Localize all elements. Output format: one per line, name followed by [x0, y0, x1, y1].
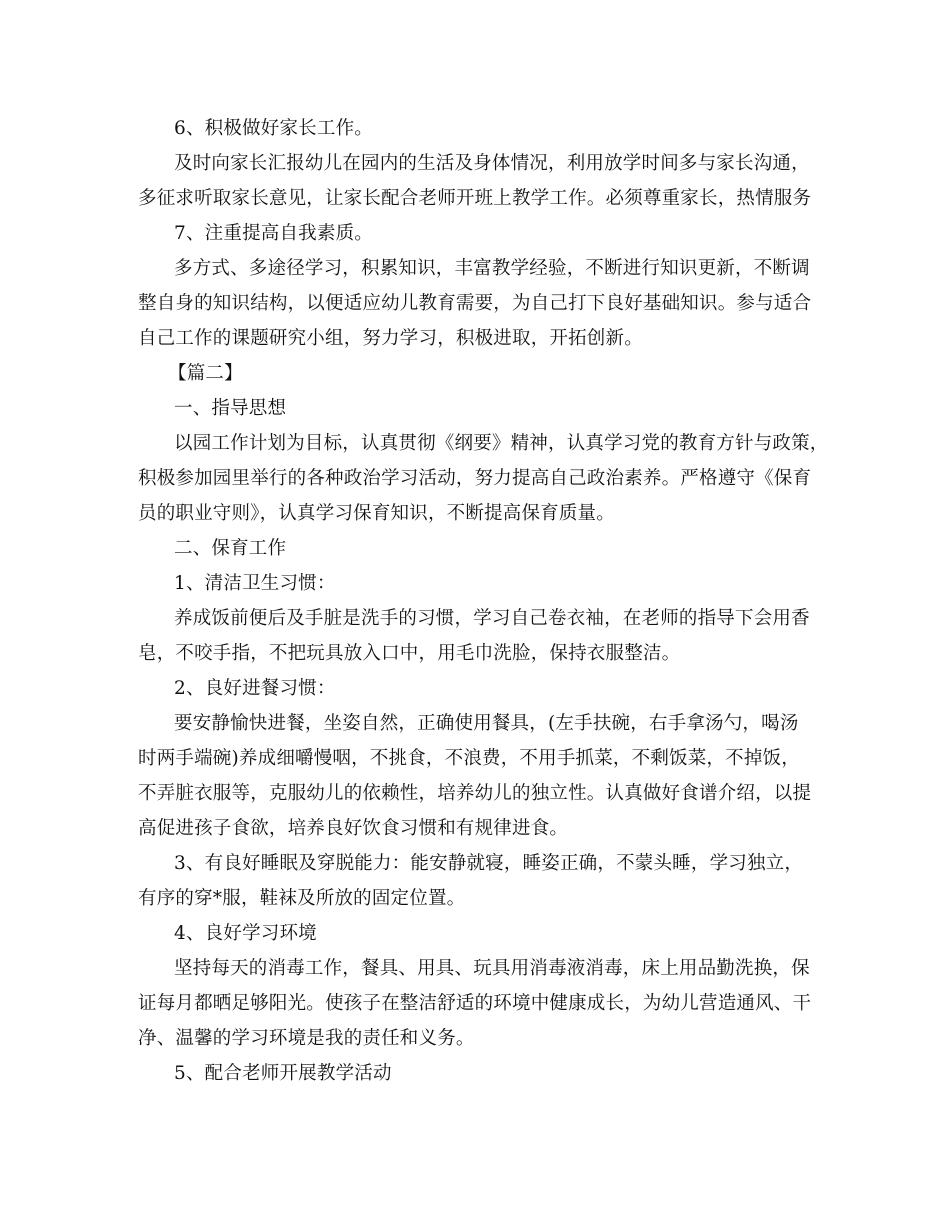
- section-title: 【篇二】: [168, 363, 243, 384]
- paragraph-line: 不弄脏衣服等，克服幼儿的依赖性，培养幼儿的独立性。认真做好食谱介绍，以提: [138, 783, 812, 804]
- paragraph-line: 净、温馨的学习环境是我的责任和义务。: [138, 1028, 475, 1049]
- paragraph-line: 高促进孩子食欲，培养良好饮食习惯和有规律进食。: [138, 818, 569, 839]
- paragraph-line: 员的职业守则》，认真学习保育知识，不断提高保育质量。: [138, 503, 615, 524]
- section-heading: 一、指导思想: [174, 398, 287, 419]
- heading-item-6: 6、积极做好家长工作。: [174, 118, 373, 139]
- paragraph-line: 多征求听取家长意见，让家长配合老师开班上教学工作。必须尊重家长，热情服务: [138, 188, 812, 209]
- paragraph-line: 时两手端碗)养成细嚼慢咽，不挑食，不浪费，不用手抓菜，不剩饭菜，不掉饭，: [138, 748, 800, 769]
- sub-heading: 5、配合老师开展教学活动: [174, 1063, 392, 1084]
- paragraph-line: 3、有良好睡眠及穿脱能力：能安静就寝，睡姿正确，不蒙头睡，学习独立，: [174, 853, 804, 874]
- paragraph-line: 多方式、多途径学习，积累知识，丰富教学经验，不断进行知识更新，不断调: [174, 258, 810, 279]
- paragraph-line: 积极参加园里举行的各种政治学习活动，努力提高自己政治素养。严格遵守《保育: [138, 468, 812, 489]
- paragraph-line: 证每月都晒足够阳光。使孩子在整洁舒适的环境中健康成长，为幼儿营造通风、干: [138, 993, 812, 1014]
- paragraph-line: 以园工作计划为目标，认真贯彻《纲要》精神，认真学习党的教育方针与政策，: [174, 433, 829, 454]
- paragraph-line: 及时向家长汇报幼儿在园内的生活及身体情况，利用放学时间多与家长沟通，: [174, 153, 810, 174]
- paragraph-line: 有序的穿*服，鞋袜及所放的固定位置。: [138, 888, 466, 909]
- paragraph-line: 养成饭前便后及手脏是洗手的习惯，学习自己卷衣袖，在老师的指导下会用香: [174, 608, 810, 629]
- heading-item-7: 7、注重提高自我素质。: [174, 223, 373, 244]
- paragraph-line: 坚持每天的消毒工作，餐具、用具、玩具用消毒液消毒，床上用品勤洗换，保: [174, 958, 810, 979]
- paragraph-line: 整自身的知识结构，以便适应幼儿教育需要，为自己打下良好基础知识。参与适合: [138, 293, 812, 314]
- sub-heading: 4、良好学习环境: [174, 923, 317, 944]
- paragraph-line: 要安静愉快进餐，坐姿自然，正确使用餐具，(左手扶碗，右手拿汤勺，喝汤: [174, 713, 799, 734]
- sub-heading: 1、清洁卫生习惯：: [174, 573, 336, 594]
- section-heading: 二、保育工作: [174, 538, 287, 559]
- paragraph-line: 皂，不咬手指，不把玩具放入口中，用毛巾洗脸，保持衣服整洁。: [138, 643, 681, 664]
- paragraph-line: 自己工作的课题研究小组，努力学习，积极进取，开拓创新。: [138, 328, 643, 349]
- sub-heading: 2、良好进餐习惯：: [174, 678, 336, 699]
